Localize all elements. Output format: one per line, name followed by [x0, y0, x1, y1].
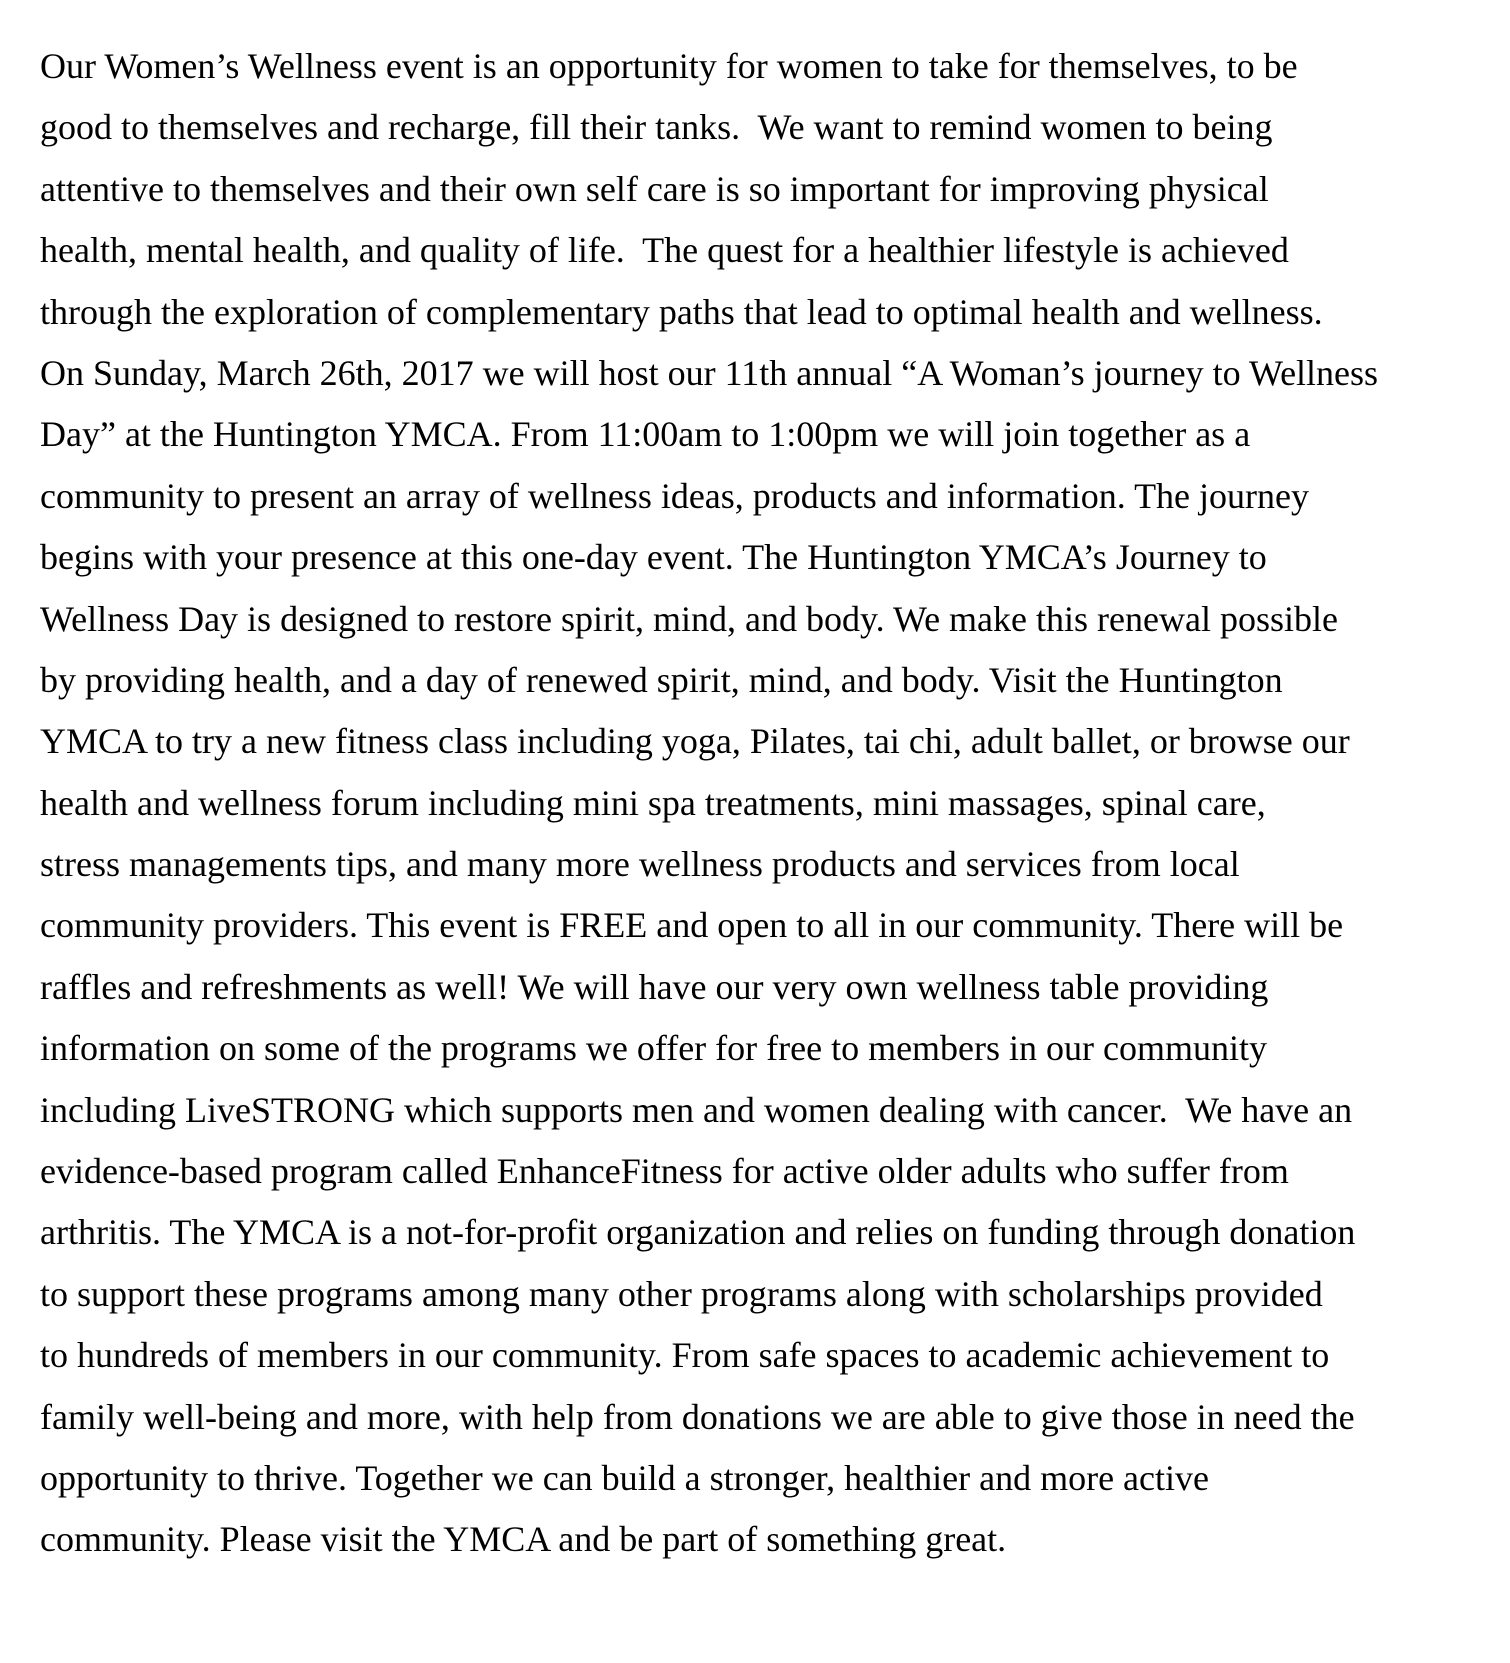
text-line: through the exploration of complementary paths that lead to optimal health and wellness.	[40, 291, 1323, 332]
text-line: health and wellness forum including mini spa treatments, mini massages, spinal care,	[40, 782, 1266, 823]
text-line: information on some of the programs we offer for free to members in our community	[40, 1028, 1268, 1069]
text-line: Our Women’s Wellness event is an opportunity for women to take for themselves, to be	[40, 46, 1298, 86]
text-line: evidence-based program called EnhanceFitness for active older adults who suffer from	[40, 1151, 1289, 1192]
text-line: to support these programs among many other programs along with scholarships provided	[40, 1273, 1323, 1314]
text-line: stress managements tips, and many more wellness products and services from local	[40, 844, 1240, 885]
text-line: family well-being and more, with help from donations we are able to give those in need the	[40, 1396, 1355, 1437]
text-line: YMCA to try a new fitness class including yoga, Pilates, tai chi, adult ballet, or browse our	[40, 721, 1350, 762]
text-line: community to present an array of wellness ideas, products and information. The journey	[40, 475, 1309, 516]
text-line: On Sunday, March 26th, 2017 we will host our 11th annual “A Woman’s journey to Wellness	[40, 352, 1379, 393]
text-line: to hundreds of members in our community. From safe spaces to academic achievement to	[40, 1335, 1330, 1376]
text-line: community. Please visit the YMCA and be part of something great.	[40, 1519, 1007, 1560]
text-line: Day” at the Huntington YMCA. From 11:00am to 1:00pm we will join together as a	[40, 414, 1251, 455]
body-paragraph	[40, 36, 1510, 1571]
text-line: by providing health, and a day of renewed spirit, mind, and body. Visit the Huntington	[40, 659, 1283, 700]
text-line: including LiveSTRONG which supports men and women dealing with cancer. We have an	[40, 1089, 1353, 1130]
text-line: begins with your presence at this one-day event. The Huntington YMCA’s Journey to	[40, 537, 1267, 578]
text-line: attentive to themselves and their own self care is so important for improving physical	[40, 168, 1269, 209]
text-line: good to themselves and recharge, fill their tanks. We want to remind women to being	[40, 107, 1273, 148]
text-line: Wellness Day is designed to restore spirit, mind, and body. We make this renewal possible	[40, 598, 1338, 639]
text-line: community providers. This event is FREE and open to all in our community. There will be	[40, 905, 1344, 946]
text-line: raffles and refreshments as well! We will have our very own wellness table providing	[40, 966, 1269, 1007]
text-line: arthritis. The YMCA is a not-for-profit organization and relies on funding through donation	[40, 1212, 1356, 1253]
text-line: opportunity to thrive. Together we can build a stronger, healthier and more active	[40, 1457, 1209, 1498]
text-line: health, mental health, and quality of life. The quest for a healthier lifestyle is achieved	[40, 230, 1289, 271]
